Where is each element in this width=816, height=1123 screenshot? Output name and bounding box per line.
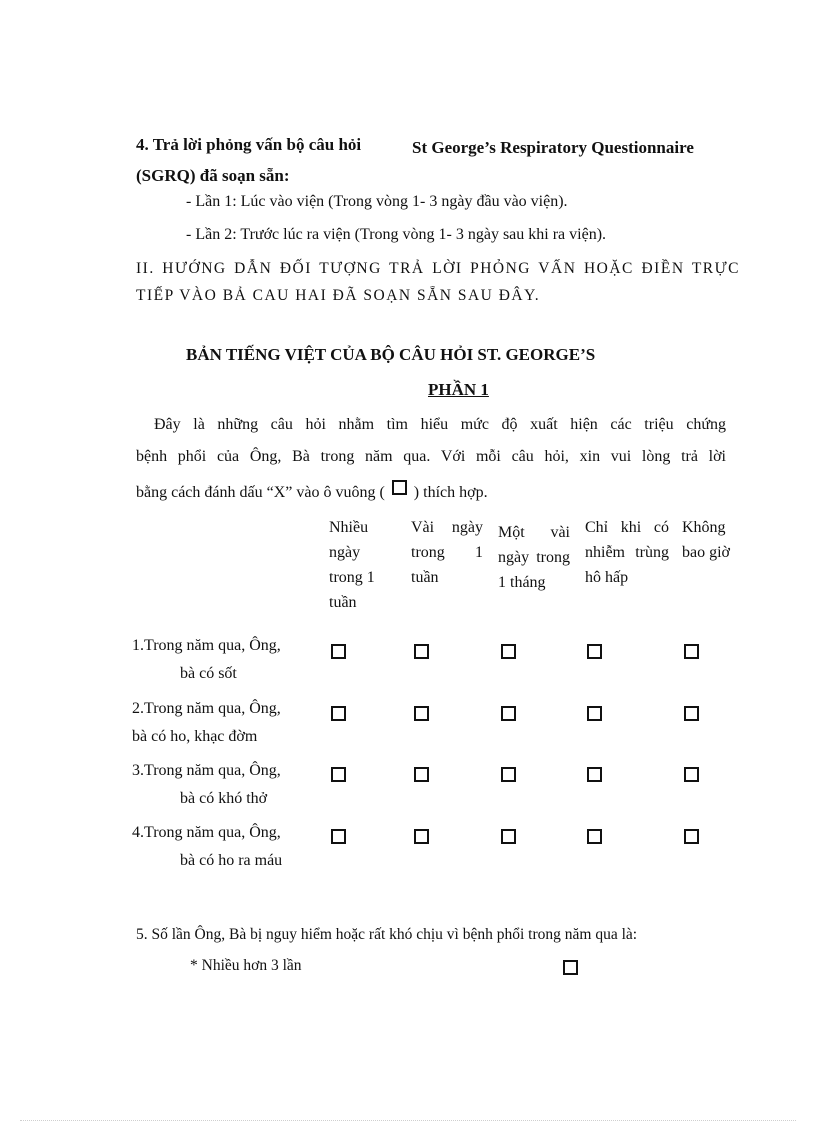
document-title: BẢN TIẾNG VIỆT CỦA BỘ CÂU HỎI ST. GEORGE’S — [186, 345, 596, 364]
section5-option-1-checkbox[interactable] — [563, 960, 578, 975]
column-header-4: Chỉ khi có nhiễm trùng hô hấp — [585, 519, 669, 586]
question-4-checkbox-few-days-week[interactable] — [414, 829, 429, 844]
checkbox-symbol-icon — [392, 480, 407, 495]
question-3-line-1: 3.Trong năm qua, Ông, — [132, 762, 281, 779]
page-bottom-divider — [20, 1120, 796, 1121]
intro-line-1: Đây là những câu hỏi nhằm tìm hiểu mức độ xuất hiện các triệu chứng — [154, 416, 726, 433]
question-3-checkbox-few-days-week[interactable] — [414, 767, 429, 782]
section4-item-2: - Lần 2: Trước lúc ra viện (Trong vòng 1- 3 ngày sau khi ra viện). — [186, 226, 607, 243]
intro-line-3 — [136, 480, 488, 502]
intro-line-3-end: ) thích hợp. — [413, 484, 488, 501]
part-heading: PHẦN 1 — [428, 380, 489, 399]
question-4-line-2: bà có ho ra máu — [180, 852, 283, 869]
question-4-checkbox-often[interactable] — [331, 829, 346, 844]
question-4-checkbox-few-days-month[interactable] — [501, 829, 516, 844]
section4-heading-line2: (SGRQ) đã soạn sẵn: — [136, 166, 290, 185]
section2-line2: TIẾP VÀO BẢ CAU HAI ĐÃ SOẠN SẴN SAU ĐÂY. — [136, 287, 541, 304]
question-2-checkbox-few-days-month[interactable] — [501, 706, 516, 721]
question-3-line-2: bà có khó thở — [180, 790, 268, 807]
column-header-5: Không bao giờ — [682, 519, 731, 561]
intro-line-2: bệnh phổi của Ông, Bà trong năm qua. Với mỗi câu hỏi, xin vui lòng trả lời — [136, 448, 726, 465]
column-header-2: Vài ngày trong 1 tuần — [411, 519, 483, 586]
section4-heading-left: 4. Trả lời phỏng vấn bộ câu hỏi — [136, 135, 362, 154]
question-1-line-2: bà có sốt — [180, 665, 237, 682]
question-1-checkbox-few-days-month[interactable] — [501, 644, 516, 659]
section2-line1: II. HƯỚNG DẪN ĐỐI TƯỢNG TRẢ LỜI PHỎNG VẤN HOẶC ĐIỀN TRỰC — [136, 260, 740, 277]
question-2-line-2: bà có ho, khạc đờm — [132, 728, 258, 745]
question-1-checkbox-few-days-week[interactable] — [414, 644, 429, 659]
question-1-line-1: 1.Trong năm qua, Ông, — [132, 637, 281, 654]
section4-heading-right: St George’s Respiratory Questionnaire — [412, 138, 694, 157]
section5-option-1-label: * Nhiều hơn 3 lần — [190, 957, 302, 974]
section5-question: 5. Số lần Ông, Bà bị nguy hiểm hoặc rất khó chịu vì bệnh phổi trong năm qua là: — [136, 926, 638, 943]
question-4-checkbox-never[interactable] — [684, 829, 699, 844]
section4-item-1: - Lần 1: Lúc vào viện (Trong vòng 1- 3 ngày đầu vào viện). — [186, 193, 568, 210]
question-4-checkbox-infection-only[interactable] — [587, 829, 602, 844]
question-2-checkbox-often[interactable] — [331, 706, 346, 721]
question-4-line-1: 4.Trong năm qua, Ông, — [132, 824, 281, 841]
question-3-checkbox-often[interactable] — [331, 767, 346, 782]
question-3-checkbox-never[interactable] — [684, 767, 699, 782]
question-1-checkbox-never[interactable] — [684, 644, 699, 659]
question-2-checkbox-few-days-week[interactable] — [414, 706, 429, 721]
question-2-checkbox-never[interactable] — [684, 706, 699, 721]
question-1-checkbox-infection-only[interactable] — [587, 644, 602, 659]
column-header-1: Nhiều ngày trong 1 tuần — [329, 519, 375, 611]
question-1-checkbox-often[interactable] — [331, 644, 346, 659]
question-2-checkbox-infection-only[interactable] — [587, 706, 602, 721]
column-header-3: Một vài ngày trong 1 tháng — [498, 524, 570, 591]
question-2-line-1: 2.Trong năm qua, Ông, — [132, 700, 281, 717]
question-3-checkbox-infection-only[interactable] — [587, 767, 602, 782]
intro-line-3-start: bằng cách đánh dấu “X” vào ô vuông ( — [136, 484, 385, 501]
question-3-checkbox-few-days-month[interactable] — [501, 767, 516, 782]
